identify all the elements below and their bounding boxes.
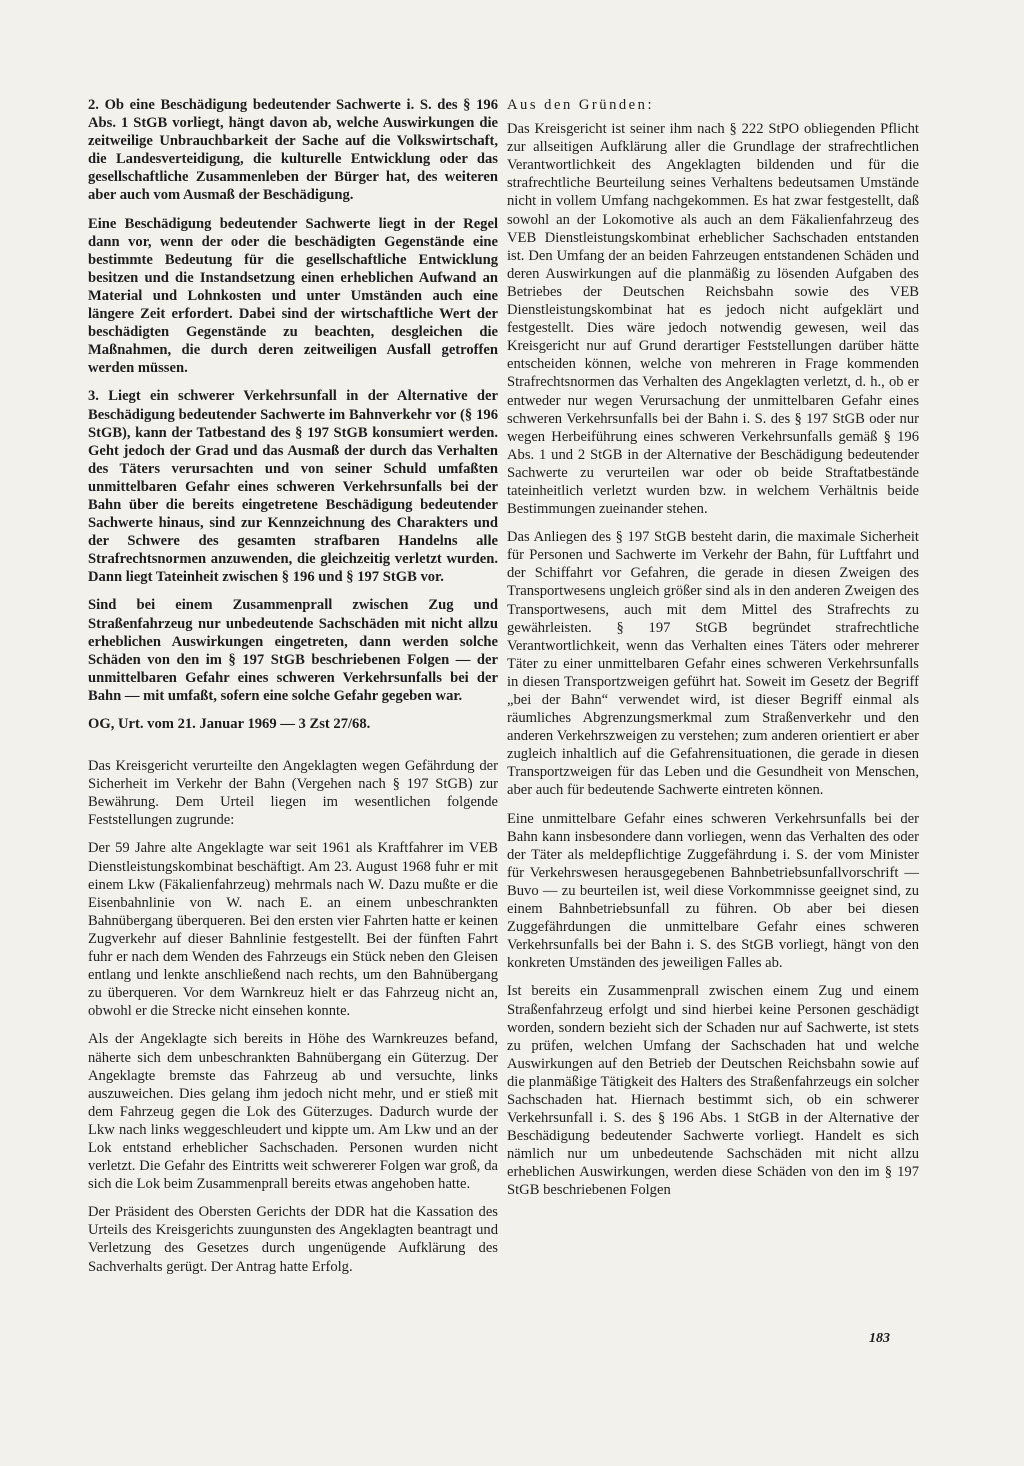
- reasons-paragraph: Ist bereits ein Zusammenprall zwischen einem Zug und einem Straßenfahrzeug erfolgt und sind hierbei keine Personen geschädigt worden, sondern bezieht sich der Schaden nur auf Sachwerte, ist stets zu prüfen, welchen Umfang der Sachschaden hat und welche Auswirkungen auf den Betrieb der Deutschen Reichsbahn sowie auf die planmäßige Tätigkeit des Halters des Straßenfahrzeugs ein solcher Sachschaden hat. Hiernach bestimmt sich, ob ein schwerer Verkehrsunfall i. S. des § 196 Abs. 1 StGB in der Alternative der Beschädigung bedeutender Sachwerte vorliegt. Handelt es sich nämlich nur um unbedeutende Sachschäden mit nicht allzu erheblichen Auswirkungen, werden diese Schäden von den im § 197 StGB beschriebenen Folgen: [507, 983, 919, 1199]
- page-number: 183: [869, 1331, 890, 1346]
- court-citation: OG, Urt. vom 21. Januar 1969 — 3 Zst 27/68.: [88, 716, 371, 732]
- case-paragraph: Das Kreisgericht verurteilte den Angeklagten wegen Gefährdung der Sicherheit im Verkehr der Bahn (Vergehen nach § 197 StGB) zur Bewährung. Dem Urteil liegen im wesentlichen folgende Feststellungen zugrunde:: [88, 758, 498, 829]
- reasons-paragraph: Das Anliegen des § 197 StGB besteht darin, die maximale Sicherheit für Personen und Sachwerte im Verkehr der Bahn, für Luftfahrt und der Schiffahrt vor Gefahren, die gerade in diesen Zweigen des Transportwesens ungleich größer sind als in den anderen Zweigen des Transportwesens, auch mit dem Mittel des Strafrechts zu gewährleisten. § 197 StGB begründet strafrechtliche Verantwortlichkeit, wenn das Verhalten eines Täters oder mehrerer Täter zu einer unmittelbaren Gefahr eines schweren Verkehrsunfalls in diesen Transportzweigen geführt hat. Soweit im Gesetz der Begriff „bei der Bahn“ verwendet wird, ist dieser Begriff einmal als räumliches Abgrenzungsmerkmal zum Straßenverkehr und den anderen Verkehrszweigen zu verstehen; zum anderen orientiert er aber zugleich inhaltlich auf die Gefahrensituationen, die gerade in diesen Transportzweigen für das Leben und die Gesundheit von Menschen, aber auch für bedeutende Sachwerte eintreten können.: [507, 529, 919, 799]
- case-paragraph: Der 59 Jahre alte Angeklagte war seit 1961 als Kraftfahrer im VEB Dienstleistungskombinat beschäftigt. Am 23. August 1968 fuhr er mit einem Lkw (Fäkalienfahrzeug) mehrmals nach W. Dazu mußte er die Eisenbahnlinie von W. nach E. an einem unbeschrankten Bahnübergang überqueren. Bei den ersten vier Fahrten hatte er keinen Zugverkehr auf dieser Bahnlinie festgestellt. Bei der fünften Fahrt fuhr er nach dem Wenden des Fahrzeugs ein Stück neben den Gleisen entlang und lenkte anschließend nach rechts, um den Bahnübergang zu überqueren. Vor dem Warnkreuz hielt er das Fahrzeug nicht an, obwohl er die Strecke nicht einsehen konnte.: [88, 840, 498, 1020]
- case-paragraph: Der Präsident des Obersten Gerichts der DDR hat die Kassation des Urteils des Kreisgerichts zuungunsten des Angeklagten beantragt und Verletzung des Gesetzes durch ungenügende Aufklärung des Sachverhalts gerügt. Der Antrag hatte Erfolg.: [88, 1204, 498, 1275]
- case-paragraph: Als der Angeklagte sich bereits in Höhe des Warnkreuzes befand, näherte sich dem unbeschrankten Bahnübergang ein Güterzug. Der Angeklagte bremste das Fahrzeug ab und versuchte, links auszuweichen. Dies gelang ihm jedoch nicht mehr, und er stieß mit dem Fahrzeug gegen die Lok des Güterzuges. Dadurch wurde der Lkw nach links weggeschleudert und kippte um. Am Lkw und an der Lok entstand erheblicher Sachschaden. Personen wurden nicht verletzt. Die Gefahr des Eintritts weit schwererer Folgen war groß, da sich die Lok beim Zusammenprall bereits etwas angehoben hatte.: [88, 1031, 498, 1193]
- case-facts: [88, 757, 498, 1276]
- headnote-paragraph-3-cont: Sind bei einem Zusammenprall zwischen Zug und Straßenfahrzeug nur unbedeutende Sachschäden mit nicht allzu erheblichen Auswirkungen eingetreten, dann werden solche Schäden von den im § 197 StGB beschriebenen Folgen — der unmittelbaren Gefahr eines schweren Verkehrsunfalls bei der Bahn — mit umfaßt, sofern eine solche Gefahr gegeben war.: [88, 597, 498, 704]
- reasons-paragraph: Das Kreisgericht ist seiner ihm nach § 222 StPO obliegenden Pflicht zur allseitigen Aufklärung aller die Grundlage der strafrechtlichen Verantwortlichkeit des Angeklagten bildenden und für die strafrechtliche Beurteilung seines Verhaltens bedeutsamen Umstände nicht in vollem Umfang nachgekommen. Es hat zwar festgestellt, daß sowohl an der Lokomotive als auch an dem Fäkalienfahrzeug des VEB Dienstleistungskombinat erheblicher Sachschaden entstanden ist. Den Umfang der an beiden Fahrzeugen entstandenen Schäden und deren Auswirkungen auf die planmäßig zu lösenden Aufgaben des Betriebes der Deutschen Reichsbahn sowie des VEB Dienstleistungskombinat hat es jedoch nicht aufgeklärt und festgestellt. Dies wäre jedoch notwendig gewesen, weil das Kreisgericht nur auf Grund derartiger Feststellungen darüber hätte entscheiden können, welche von mehreren in Frage kommenden Strafrechtsnormen das Verhalten des Angeklagten verletzt, d. h., ob er entweder nur wegen Verursachung der unmittelbaren Gefahr eines schweren Verkehrsunfalls bei der Bahn i. S. des § 197 StGB oder nur wegen Herbeiführung eines schweren Verkehrsunfalls gemäß § 196 Abs. 1 und 2 StGB in der Alternative der Beschädigung bedeutender Sachwerte zu verurteilen war oder ob beide Straftatbestände tateinheitlich verletzt wurden bzw. in welchem Verhältnis beide Bestimmungen zueinander stehen.: [507, 121, 919, 518]
- reasons-heading: Aus den Gründen:: [507, 97, 655, 113]
- left-column: [88, 96, 498, 1286]
- headnote: [88, 96, 498, 733]
- headnote-paragraph-2: 2. Ob eine Beschädigung bedeutender Sachwerte i. S. des § 196 Abs. 1 StGB vorliegt, hängt davon ab, welche Auswirkungen die zeitweilige Unbrauchbarkeit der Sache auf die Volkswirtschaft, die Landesverteidigung, die kulturelle Entwicklung oder das gesellschaftliche Zusammenleben der Bürger hat, des weiteren aber auch vom Ausmaß der Beschädigung.: [88, 97, 498, 204]
- headnote-paragraph-3: 3. Liegt ein schwerer Verkehrsunfall in der Alternative der Beschädigung bedeutender Sachwerte im Bahnverkehr vor (§ 196 StGB), kann der Tatbestand des § 197 StGB konsumiert werden. Geht jedoch der Grad und das Ausmaß der durch das Verhalten des Täters verursachten und von seiner Schuld umfaßten unmittelbaren Gefahr eines schweren Verkehrsunfalls bei der Bahn über die bereits eingetretene Beschädigung bedeutender Sachwerte hinaus, sind zur Kennzeichnung des Charakters und der Schwere des gesamten strafbaren Handelns alle Strafrechtsnormen anzuwenden, die gleichzeitig verletzt wurden. Dann liegt Tateinheit zwischen § 196 und § 197 StGB vor.: [88, 388, 498, 586]
- reasons-paragraph: Eine unmittelbare Gefahr eines schweren Verkehrsunfalls bei der Bahn kann insbesondere dann vorliegen, wenn das Verhalten des oder der Täter als meldepflichtige Zuggefährdung i. S. der vom Minister für Verkehrswesen herausgegebenen Bahnbetriebsunfallvorschrift — Buvo — zu beurteilen ist, weil diese Vorkommnisse geeignet sind, zu einem Bahnbetriebsunfall zu führen. Ob aber bei diesen Zuggefährdungen die unmittelbare Gefahr eines schweren Verkehrsunfalls bei der Bahn i. S. des StGB vorliegt, hängt von den konkreten Umständen des jeweiligen Falles ab.: [507, 810, 919, 972]
- headnote-paragraph-2-cont: Eine Beschädigung bedeutender Sachwerte liegt in der Regel dann vor, wenn der oder die beschädigten Gegenstände eine bestimmte Bedeutung für die gesellschaftliche Entwicklung besitzen und die Instandsetzung einen erheblichen Aufwand an Material und Lohnkosten und unter Umständen auch eine längere Zeit erfordert. Dabei sind der wirtschaftliche Wert der beschädigten Gegenstände zu beachten, desgleichen die Maßnahmen, die durch deren zeitweiligen Ausfall getroffen werden müssen.: [88, 215, 498, 377]
- right-column: [507, 96, 919, 1210]
